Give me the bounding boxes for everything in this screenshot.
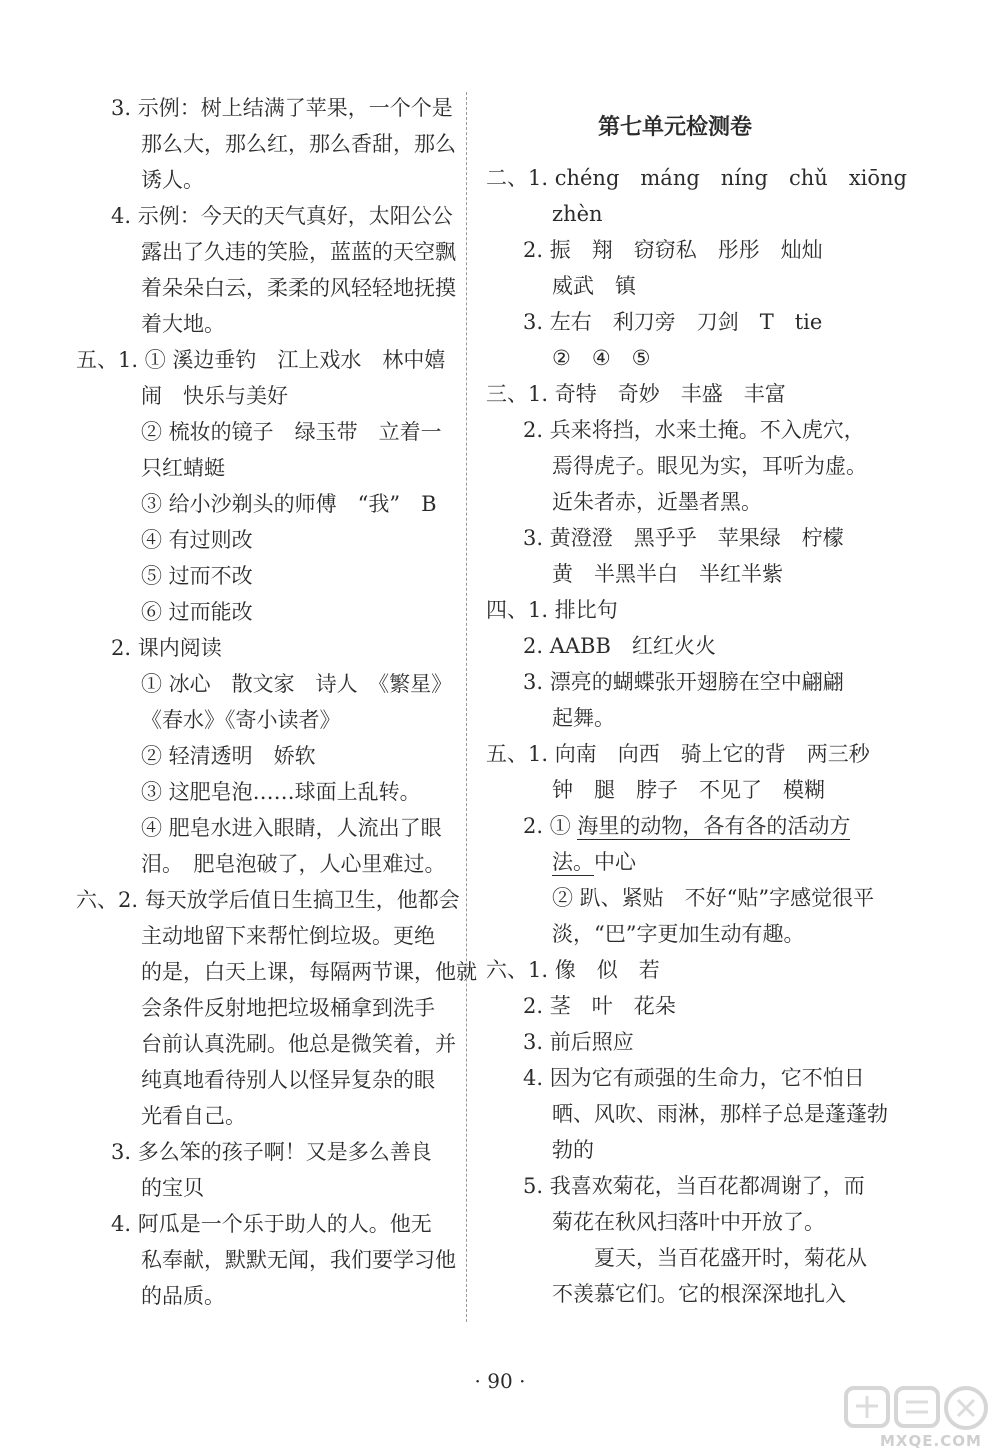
answer-line: ② ④ ⑤ [552, 346, 651, 370]
answer-line: 泪。 肥皂泡破了，人心里难过。 [141, 852, 446, 876]
answer-line: 露出了久违的笑脸，蓝蓝的天空飘 [141, 240, 456, 264]
answer-line: 四、1. 排比句 [486, 598, 618, 622]
answer-line: 3. 前后照应 [523, 1030, 634, 1054]
answer-line: 的宝贝 [141, 1176, 204, 1200]
answer-line: 淡，“巴”字更加生动有趣。 [552, 922, 805, 946]
answer-line: ③ 这肥皂泡……球面上乱转。 [141, 780, 421, 804]
answer-line: 夏天，当百花盛开时，菊花从 [594, 1246, 867, 1270]
answer-line: ② 趴、紧贴 不好“贴”字感觉很平 [552, 886, 875, 910]
answer-line: 只红蜻蜓 [141, 456, 225, 480]
answer-line: 的是，白天上课，每隔两节课，他就 [141, 960, 477, 984]
answer-line: 3. 漂亮的蝴蝶张开翅膀在空中翩翩 [523, 670, 844, 694]
answer-line: 2. 兵来将挡，水来土掩。不入虎穴， [523, 418, 865, 442]
answer-line: 晒、风吹、雨淋，那样子总是蓬蓬勃 [552, 1102, 888, 1126]
answer-line: 那么大，那么红，那么香甜，那么 [141, 132, 456, 156]
answer-line: 不羡慕它们。它的根深深地扎入 [552, 1282, 846, 1306]
answer-line: 五、1. ① 溪边垂钓 江上戏水 林中嬉 [76, 348, 446, 372]
answer-line: 纯真地看待别人以怪异复杂的眼 [141, 1068, 435, 1092]
answer-line: 着朵朵白云，柔柔的风轻轻地抚摸 [141, 276, 456, 300]
answer-line: 五、1. 向南 向西 骑上它的背 两三秒 [486, 742, 870, 766]
answer-line: 的品质。 [141, 1284, 225, 1308]
answer-line: 着大地。 [141, 312, 225, 336]
answer-line: zhèn [552, 202, 603, 226]
answer-line: 威武 镇 [552, 274, 636, 298]
answer-line: 2. 课内阅读 [111, 636, 222, 660]
column-divider [466, 92, 467, 1322]
answer-line: 勃的 [552, 1138, 594, 1162]
answer-line: 光看自己。 [141, 1104, 246, 1128]
answer-line: 三、1. 奇特 奇妙 丰盛 丰富 [486, 382, 786, 406]
answer-line: 主动地留下来帮忙倒垃圾。更绝 [141, 924, 435, 948]
answer-line: 4. 阿瓜是一个乐于助人的人。他无 [111, 1212, 432, 1236]
answer-line: ② 轻清透明 娇软 [141, 744, 316, 768]
answer-line: ④ 有过则改 [141, 528, 253, 552]
answer-line: 4. 示例：今天的天气真好，太阳公公 [111, 204, 453, 228]
answer-line [552, 844, 636, 880]
answer-line: 私奉献，默默无闻，我们要学习他 [141, 1248, 456, 1272]
answer-line: 3. 示例：树上结满了苹果，一个个是 [111, 96, 453, 120]
answer-line [523, 808, 850, 844]
answer-line: 近朱者赤，近墨者黑。 [552, 490, 762, 514]
answer-line: 二、1. chéng máng níng chǔ xiōng [486, 166, 907, 190]
answer-prefix: 2. ① [523, 814, 578, 838]
answer-line: 会条件反射地把垃圾桶拿到洗手 [141, 996, 435, 1020]
watermark-text: MXQE.COM [880, 1432, 982, 1450]
answer-line: 3. 左右 利刀旁 刀剑 T tie [523, 310, 823, 334]
answer-line: 焉得虎子。眼见为实，耳听为虚。 [552, 454, 867, 478]
answer-line: ⑤ 过而不改 [141, 564, 253, 588]
section-title: 第七单元检测卷 [598, 115, 753, 140]
answer-line: 2. AABB 红红火火 [523, 634, 716, 658]
answer-line: 六、2. 每天放学后值日生搞卫生，他都会 [76, 888, 460, 912]
answer-line: 2. 振 翔 窃窃私 彤彤 灿灿 [523, 238, 823, 262]
underlined-answer: 法。 [552, 850, 594, 874]
answer-line: ① 冰心 散文家 诗人 《繁星》 [141, 672, 453, 696]
answer-suffix: 中心 [594, 850, 636, 874]
answer-line: 4. 因为它有顽强的生命力，它不怕日 [523, 1066, 865, 1090]
answer-line: ② 梳妆的镜子 绿玉带 立着一 [141, 420, 442, 444]
answer-line: 《春水》《寄小读者》 [141, 708, 341, 732]
answer-line: 六、1. 像 似 若 [486, 958, 660, 982]
answer-line: 3. 多么笨的孩子啊！又是多么善良 [111, 1140, 432, 1164]
answer-line: 3. 黄澄澄 黑乎乎 苹果绿 柠檬 [523, 526, 844, 550]
answer-line: 台前认真洗刷。他总是微笑着，并 [141, 1032, 456, 1056]
answer-line: ③ 给小沙剃头的师傅 “我” B [141, 492, 437, 516]
answer-line: ⑥ 过而能改 [141, 600, 253, 624]
answer-line: 黄 半黑半白 半红半紫 [552, 562, 783, 586]
page-number: · 90 · [474, 1369, 526, 1393]
answer-line: 菊花在秋风扫落叶中开放了。 [552, 1210, 825, 1234]
answer-line: 诱人。 [141, 168, 204, 192]
answer-line: ④ 肥皂水进入眼睛，人流出了眼 [141, 816, 442, 840]
answer-line: 5. 我喜欢菊花，当百花都凋谢了，而 [523, 1174, 865, 1198]
answer-line: 闹 快乐与美好 [141, 384, 288, 408]
answer-line: 2. 茎 叶 花朵 [523, 994, 676, 1018]
answer-line: 起舞。 [552, 706, 615, 730]
underlined-answer: 海里的动物，各有各的活动方 [577, 814, 851, 838]
answer-line: 钟 腿 脖子 不见了 模糊 [552, 778, 825, 802]
